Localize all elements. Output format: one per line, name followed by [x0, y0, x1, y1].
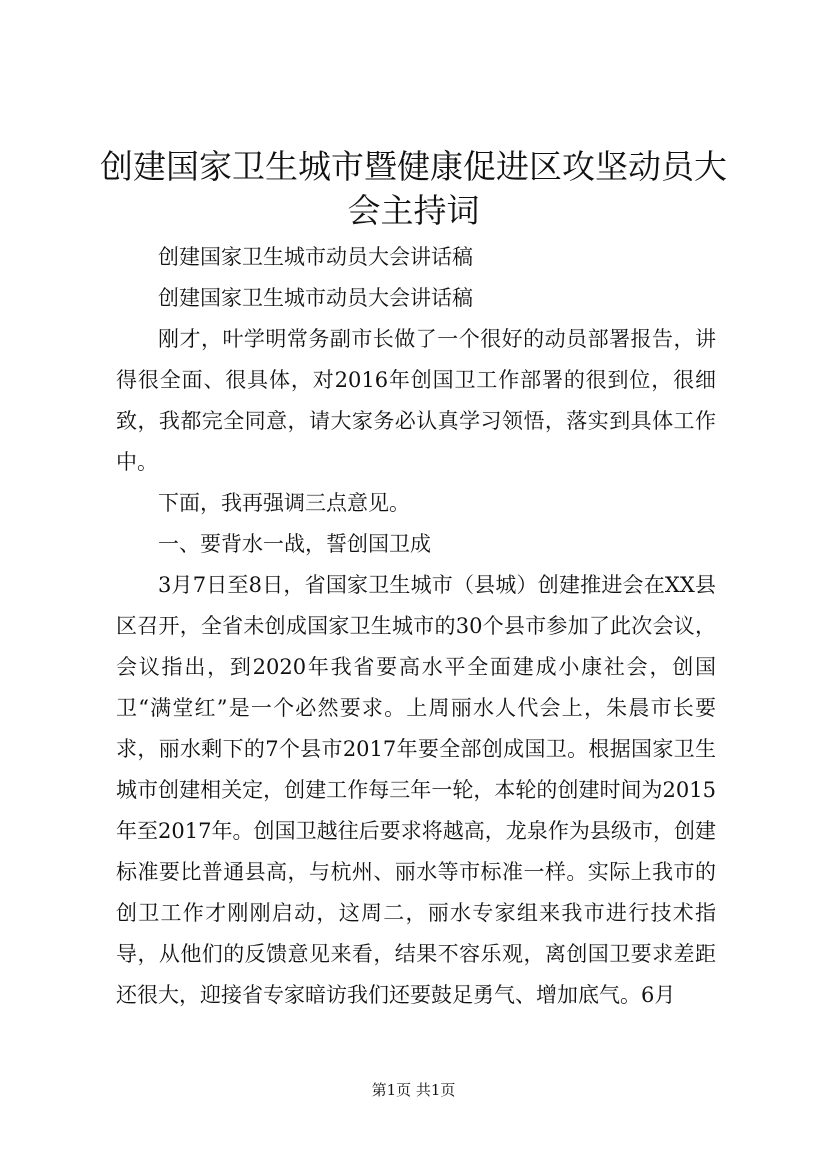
page-footer: 第1页 共1页	[371, 1081, 456, 1099]
document-title: 创建国家卫生城市暨健康促进区攻坚动员大会主持词	[100, 147, 727, 230]
section-heading-1: 一、要背水一战，誓创国卫成	[158, 532, 431, 556]
document-body	[116, 237, 716, 1016]
paragraph-subtitle-1: 创建国家卫生城市动员大会讲话稿	[158, 245, 473, 269]
paragraph-opening: 刚才，叶学明常务副市长做了一个很好的动员部署报告，讲得很全面、很具体，对2016年创国卫工作部署的很到位，很细致，我都完全同意，请大家务必认真学习领悟，落实到具体工作中。	[116, 327, 716, 474]
paragraph-subtitle-2: 创建国家卫生城市动员大会讲话稿	[158, 286, 473, 310]
paragraph-section-1-body: 3月7日至8日，省国家卫生城市（县城）创建推进会在XX县区召开，全省未创成国家卫生城市的30个县市参加了此次会议，会议指出，到2020年我省要高水平全面建成小康社会，创国卫“满堂红”是一个必然要求。上周丽水人代会上，朱晨市长要求，丽水剩下的7个县市2017年要全部创成国卫。根据国家卫生城市创建相关定，创建工作每三年一轮，本轮的创建时间为2015年至2017年。创国卫越往后要求将越高，龙泉作为县级市，创建标准要比普通县高，与杭州、丽水等市标准一样。实际上我市的创卫工作才刚刚启动，这周二，丽水专家组来我市进行技术指导，从他们的反馈意见来看，结果不容乐观，离创国卫要求差距还很大，迎接省专家暗访我们还要鼓足勇气、增加底气。6月	[116, 573, 716, 1007]
paragraph-points-intro: 下面，我再强调三点意见。	[158, 491, 410, 515]
